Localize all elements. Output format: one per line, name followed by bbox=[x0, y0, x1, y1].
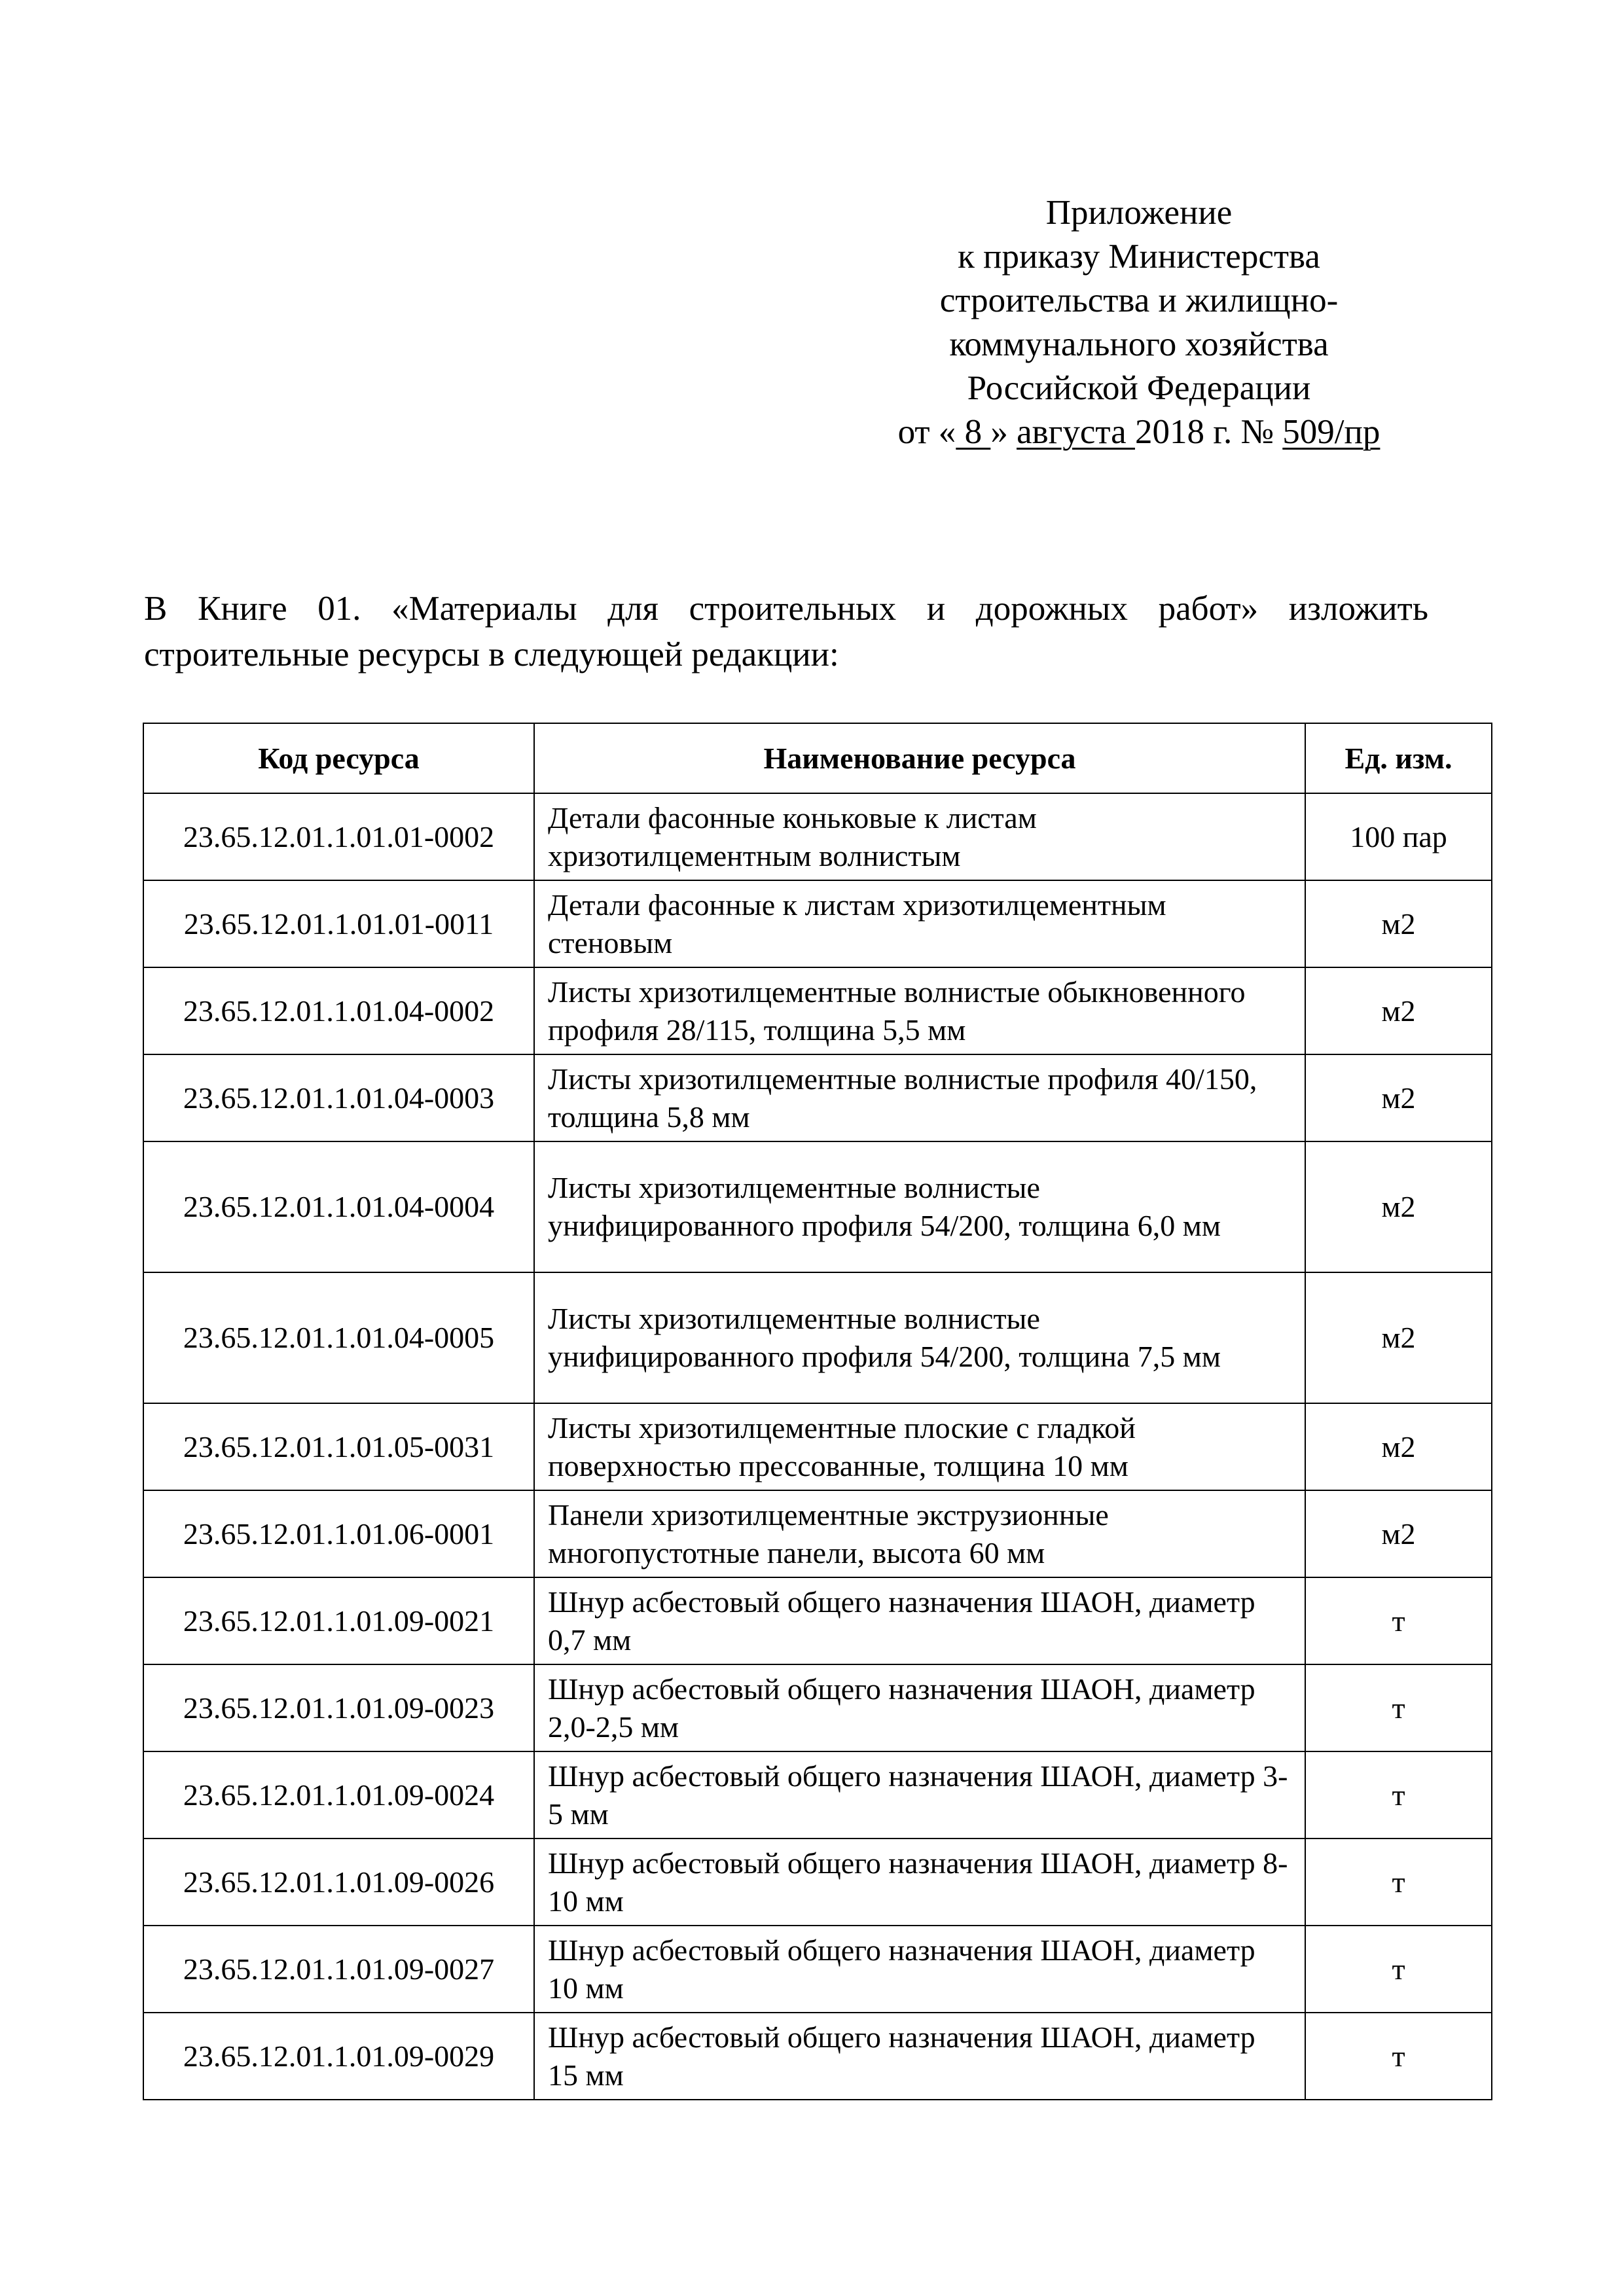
order-reference bbox=[851, 410, 1427, 454]
resources-table bbox=[143, 723, 1492, 2100]
table-row bbox=[143, 1403, 1492, 1490]
table-row bbox=[143, 1272, 1492, 1403]
resource-unit: 100 пар bbox=[1305, 793, 1492, 880]
resource-code: 23.65.12.01.1.01.04-0002 bbox=[143, 967, 534, 1054]
resource-name: Детали фасонные к листам хризотилцементным стеновым bbox=[534, 880, 1305, 967]
intro-line-2: строительные ресурсы в следующей редакции: bbox=[144, 636, 839, 673]
table-row bbox=[143, 880, 1492, 967]
resource-code: 23.65.12.01.1.01.04-0005 bbox=[143, 1272, 534, 1403]
order-day: 8 bbox=[956, 413, 991, 451]
resource-unit: т bbox=[1305, 1577, 1492, 1664]
table-row bbox=[143, 1926, 1492, 2013]
resource-name: Панели хризотилцементные экструзионные многопустотные панели, высота 60 мм bbox=[534, 1490, 1305, 1577]
resource-unit: м2 bbox=[1305, 880, 1492, 967]
table-row bbox=[143, 1490, 1492, 1577]
resource-name: Детали фасонные коньковые к листам хризотилцементным волнистым bbox=[534, 793, 1305, 880]
resource-code: 23.65.12.01.1.01.09-0027 bbox=[143, 1926, 534, 2013]
header-code: Код ресурса bbox=[143, 723, 534, 793]
resource-code: 23.65.12.01.1.01.01-0011 bbox=[143, 880, 534, 967]
header-name: Наименование ресурса bbox=[534, 723, 1305, 793]
table-row bbox=[143, 2013, 1492, 2100]
resource-unit: м2 bbox=[1305, 1403, 1492, 1490]
table-row bbox=[143, 1054, 1492, 1141]
intro-paragraph bbox=[144, 586, 1428, 677]
resource-unit: м2 bbox=[1305, 967, 1492, 1054]
resource-name: Листы хризотилцементные волнистые унифицированного профиля 54/200, толщина 6,0 мм bbox=[534, 1141, 1305, 1272]
resource-unit: т bbox=[1305, 1664, 1492, 1751]
resource-name: Шнур асбестовый общего назначения ШАОН, диаметр 15 мм bbox=[534, 2013, 1305, 2100]
resource-unit: м2 bbox=[1305, 1272, 1492, 1403]
appendix-line: Приложение bbox=[1045, 194, 1233, 232]
resource-code: 23.65.12.01.1.01.06-0001 bbox=[143, 1490, 534, 1577]
resource-unit: м2 bbox=[1305, 1054, 1492, 1141]
resource-name: Листы хризотилцементные волнистые обыкновенного профиля 28/115, толщина 5,5 мм bbox=[534, 967, 1305, 1054]
table-row bbox=[143, 967, 1492, 1054]
intro-line-1: В Книге 01. «Материалы для строительных и дорожных работ» изложить bbox=[144, 590, 1428, 628]
resource-code: 23.65.12.01.1.01.09-0023 bbox=[143, 1664, 534, 1751]
resource-unit: т bbox=[1305, 1839, 1492, 1926]
appendix-line: Российской Федерации bbox=[967, 369, 1311, 407]
resource-name: Листы хризотилцементные плоские с гладкой поверхностью прессованные, толщина 10 мм bbox=[534, 1403, 1305, 1490]
resource-unit: т bbox=[1305, 1926, 1492, 2013]
table-header-row bbox=[143, 723, 1492, 793]
resource-code: 23.65.12.01.1.01.04-0003 bbox=[143, 1054, 534, 1141]
order-number: 509/пр bbox=[1282, 413, 1380, 451]
resource-code: 23.65.12.01.1.01.01-0002 bbox=[143, 793, 534, 880]
resource-unit: м2 bbox=[1305, 1141, 1492, 1272]
resource-name: Листы хризотилцементные волнистые профиля 40/150, толщина 5,8 мм bbox=[534, 1054, 1305, 1141]
order-year: 2018 г. № bbox=[1134, 413, 1283, 451]
header-unit: Ед. изм. bbox=[1305, 723, 1492, 793]
resource-code: 23.65.12.01.1.01.05-0031 bbox=[143, 1403, 534, 1490]
resource-name: Шнур асбестовый общего назначения ШАОН, диаметр 10 мм bbox=[534, 1926, 1305, 2013]
resource-name: Листы хризотилцементные волнистые унифицированного профиля 54/200, толщина 7,5 мм bbox=[534, 1272, 1305, 1403]
order-month: августа bbox=[1017, 413, 1135, 451]
appendix-line: строительства и жилищно- bbox=[939, 281, 1339, 319]
resource-unit: т bbox=[1305, 1751, 1492, 1839]
resource-code: 23.65.12.01.1.01.09-0026 bbox=[143, 1839, 534, 1926]
appendix-line: коммунального хозяйства bbox=[949, 325, 1329, 363]
order-mid: » bbox=[990, 413, 1017, 451]
resource-name: Шнур асбестовый общего назначения ШАОН, диаметр 2,0-2,5 мм bbox=[534, 1664, 1305, 1751]
table-row bbox=[143, 1839, 1492, 1926]
appendix-line: к приказу Министерства bbox=[958, 238, 1320, 276]
resource-unit: м2 bbox=[1305, 1490, 1492, 1577]
resource-code: 23.65.12.01.1.01.09-0029 bbox=[143, 2013, 534, 2100]
table-row bbox=[143, 1751, 1492, 1839]
resource-unit: т bbox=[1305, 2013, 1492, 2100]
appendix-header bbox=[851, 191, 1427, 454]
resource-name: Шнур асбестовый общего назначения ШАОН, диаметр 3-5 мм bbox=[534, 1751, 1305, 1839]
table-row bbox=[143, 1141, 1492, 1272]
table-row bbox=[143, 1664, 1492, 1751]
resource-code: 23.65.12.01.1.01.04-0004 bbox=[143, 1141, 534, 1272]
table-row bbox=[143, 1577, 1492, 1664]
table-row bbox=[143, 793, 1492, 880]
resource-code: 23.65.12.01.1.01.09-0024 bbox=[143, 1751, 534, 1839]
order-prefix: от « bbox=[897, 413, 956, 451]
resource-name: Шнур асбестовый общего назначения ШАОН, диаметр 8-10 мм bbox=[534, 1839, 1305, 1926]
resource-code: 23.65.12.01.1.01.09-0021 bbox=[143, 1577, 534, 1664]
resource-name: Шнур асбестовый общего назначения ШАОН, диаметр 0,7 мм bbox=[534, 1577, 1305, 1664]
